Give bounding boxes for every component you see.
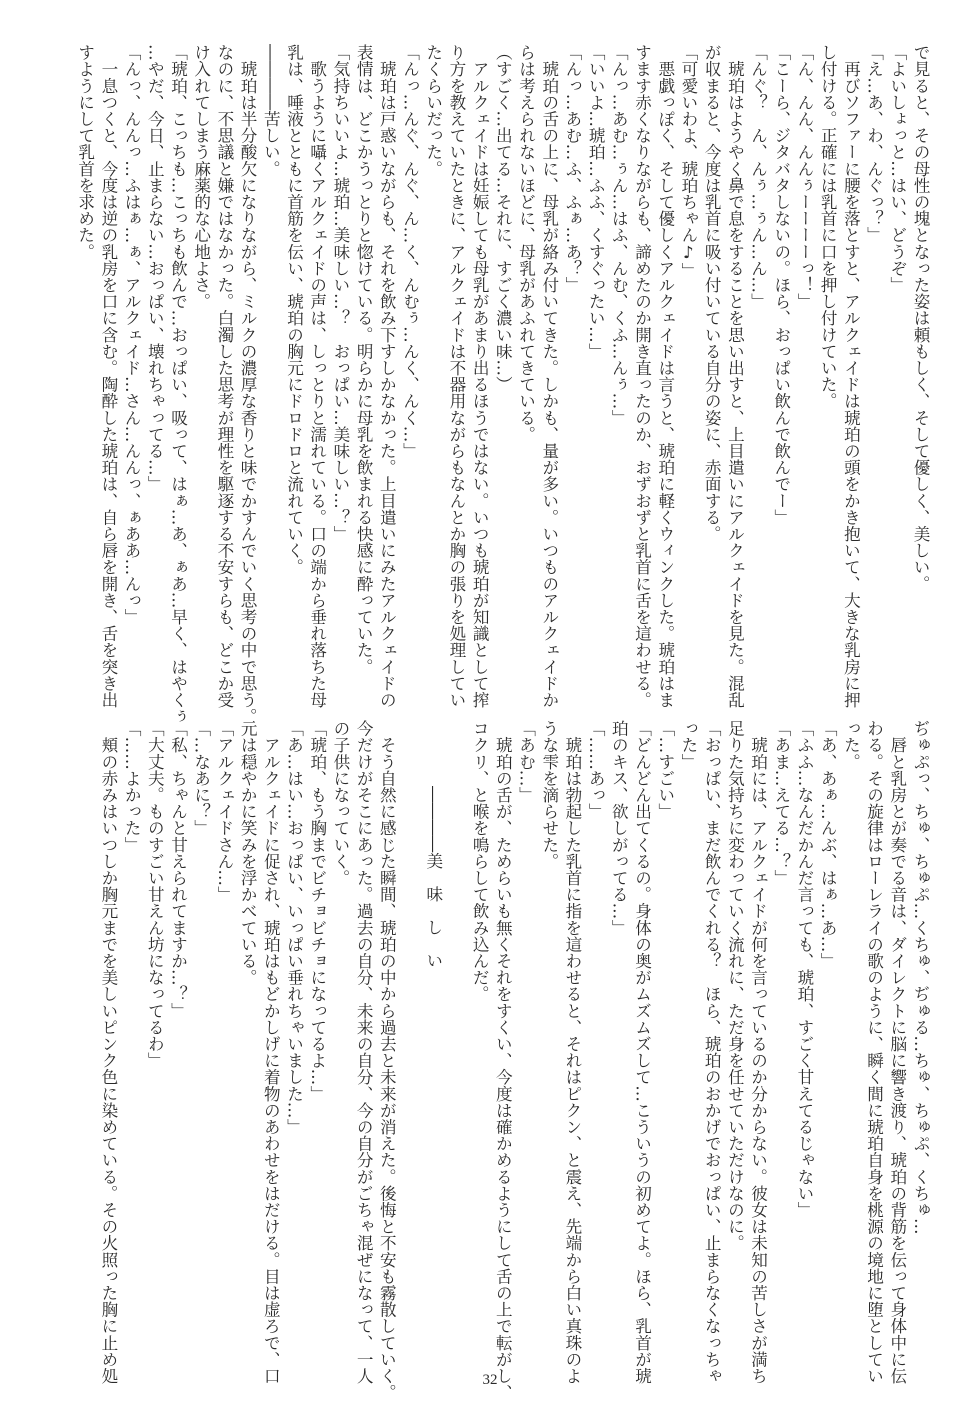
text-line: 琥珀は勃起した乳首に指を這わせると、それはピクン、と震え、先端から白い真珠のよ [562, 720, 582, 1384]
text-line: 「大丈夫。ものすごい甘えん坊になってるわ」 [145, 720, 165, 1069]
text-line: 「ふふ…なんだかんだ言っても、琥珀、すごく甘えてるじゃない」 [794, 720, 814, 1218]
text-line: 「んっ、んんっ…ふはぁ…ぁ、アルクェイド…さん…んんっ、ぁああ…んっ」 [122, 44, 142, 625]
text-line: 「どんどん出てくるの。身体の奥がムズムズして…こういうの初めてよ。ほら、乳首が琥 [632, 720, 652, 1384]
text-line: 「んっ…あむ…ふ、ふぁ…あ？」 [562, 44, 582, 293]
text-line: 悪戯っぽく、そして優しくアルクェイドは言うと、琥珀に軽くウィンクした。琥珀はま [655, 44, 675, 708]
text-line: わる。その旋律はローレライの歌のように、瞬く間に琥珀自身を桃源の境地に堕としてい [864, 720, 884, 1384]
page-number: 32 [482, 1372, 498, 1388]
text-line: 表情は、どこかうっとりと惚けている。明らかに母乳を飲まれる快感に酔っていた。 [354, 44, 374, 675]
text-line: 「こーら、ジタバタしないの。ほら、おっぱい飲んで飲んでー」 [771, 44, 791, 526]
text-line: 琥珀は半分酸欠になりながら、ミルクの濃厚な香りと味でかすんでいく思考の中で思う。 [238, 44, 258, 725]
text-line: 「…すごい」 [655, 720, 675, 820]
text-line: …やだ、今日、止まらない…おっぱい、壊れちゃってる…」 [145, 44, 165, 493]
text-line: アルクェイドは妊娠しても母乳があまり出るほうではない。いつも琥珀が知識として搾 [470, 44, 490, 708]
text-line: が収まると、今度は乳首に吸い付いている自分の姿に、赤面する。 [702, 44, 722, 542]
text-line: 琥珀の舌が、ためらいも無くそれをすくい、今度は確かめるようにして舌の上で転がし、 [493, 720, 513, 1401]
text-line: らは考えられないほどに、母乳があふれてきている。 [516, 44, 536, 443]
text-line: 琥珀の舌の上に、母乳が絡み付いてきた。しかも、量が多い。いつものアルクェイドか [539, 44, 559, 708]
text-line: り方を教えていたときに、アルクェイドは不器用ながらもなんとか胸の張りを処理してい [446, 44, 466, 708]
text-line: 「可愛いわよ、琥珀ちゃん♪」 [678, 44, 698, 279]
text-line: 琥珀は戸惑いながらも、それを飲み下すしかなかった。上目遣いにみたアルクェイドの [377, 44, 397, 708]
text-line: 「んっ…あむ…ぅん…はふ、んむ、くふ…んぅ…」 [609, 44, 629, 426]
text-line: 頬の赤みはいつしか胸元までを美しいピンク色に染めている。その火照った胸に止め処 [98, 720, 118, 1384]
text-line: すようにして乳首を求めた。 [75, 44, 95, 260]
text-line: の子供になっていく。 [330, 720, 350, 886]
text-line: 珀のキス、欲しがってる…」 [609, 720, 629, 936]
text-line: 乳は、唾液とともに首筋を伝い、琥珀の胸元にドロドロと流れていく。 [284, 44, 304, 576]
text-line: 「…なあに？」 [191, 720, 211, 837]
text-line: 「え…あ、わ、んぐっ？」 [864, 44, 884, 244]
text-line: 元は穏やかに笑みを浮かべている。 [238, 720, 258, 986]
text-line: ――――苦しい。 [261, 44, 281, 177]
text-line: 歌うように囁くアルクェイドの声は、しっとりと濡れている。口の端から垂れ落ちた母 [307, 44, 327, 708]
text-line: 今だけがそこにあった。過去の自分、未来の自分、今の自分がごちゃ混ぜになって、一人 [354, 720, 374, 1384]
text-line: アルクェイドに促され、琥珀はもどかしげに着物のあわせをはだける。目は虚ろで、口 [261, 720, 281, 1384]
text-line: し付ける。正確には乳首に口を押し付けていた。 [818, 44, 838, 410]
text-line: った。 [841, 720, 861, 770]
text-line: 「いいよ…琥珀…ふふ、くすぐったい…」 [586, 44, 606, 360]
text-line: そう自然に感じた瞬間、琥珀の中から過去と未来が消えた。後悔と不安も霧散していく。 [377, 720, 397, 1401]
text-line: 「んぐ？ ん、んぅ…ぅん…ん…」 [748, 44, 768, 310]
text-line: なのに、不思議と嫌ではなかった。白濁した思考が理性を駆逐する不安すらも、どこか受 [214, 44, 234, 708]
text-line: 「……あっ」 [586, 720, 606, 820]
text-line: 「おっぱい、まだ飲んでくれる？ ほら、琥珀のおかげでおっぱい、止まらなくなっちゃ [702, 720, 722, 1384]
text-line: 「アルクェイドさん…」 [214, 720, 234, 903]
emphasis-line: ――――美 味 し い [423, 786, 443, 969]
text-line: 「琥珀、もう胸までビチョビチョになってるよ…」 [307, 720, 327, 1102]
text-line: 「あま…えてる…？」 [771, 720, 791, 886]
text-line: 唇と乳房とが奏でる音は、ダイレクトに脳に響き渡り、琥珀の背筋を伝って身体中に伝 [887, 720, 907, 1384]
upper-text-block [73, 44, 932, 725]
text-line: 足りた気持ちに変わっていく流れに、ただ身を任せていただけなのに。 [725, 720, 745, 1252]
text-line: で見ると、その母性の塊となった姿は頼もしく、そして優しく、美しい。 [911, 44, 930, 592]
text-line: 「私、ちゃんと甘えられてますか…？」 [168, 720, 188, 1019]
text-line: け入れてしまう麻薬的な心地よさ。 [191, 44, 211, 310]
text-line: 「気持ちいいよ…琥珀…美味しい…？ おっぱい…美味しい…？」 [330, 44, 350, 542]
text-line: 「琥珀、こっちも…こっちも飲んで…おっぱい、吸って、はぁ…あ、ぁあ…早く、はやくぅ [168, 44, 188, 725]
text-line: 琥珀はようやく鼻で息をすることを思い出すと、上目遣いにアルクェイドを見た。混乱 [725, 44, 745, 708]
text-line: 一息つくと、今度は逆の乳房を口に含む。陶酔した琥珀は、自ら唇を開き、舌を突き出 [98, 44, 118, 708]
text-line: 「んっ…んぐ、んぐ、ん…く、んむぅ…んく、んく…」 [400, 44, 420, 459]
text-line: 「あ、あぁ…んぶ、はぁ…あ…」 [818, 720, 838, 969]
text-line: すます赤くなりながらも、諦めたのか開き直ったのか、おずおずと乳首に舌を這わせる。 [632, 44, 652, 708]
text-line: 「よいしょっと…はい、どうぞ」 [887, 44, 907, 293]
text-line: 再びソファーに腰を落とすと、アルクェイドは琥珀の頭をかき抱いて、大きな乳房に押 [841, 44, 861, 708]
text-line: った」 [678, 720, 698, 770]
text-line: うな雫を滴らせた。 [539, 720, 559, 870]
blank-line [398, 720, 421, 1350]
text-line: （すごく…出てる…それに、すごく濃い味…） [493, 44, 513, 393]
text-line: 「あ…はい…おっぱい、いっぱい垂れちゃいました…」 [284, 720, 304, 1135]
blank-line [445, 720, 468, 1350]
text-line: コクリ、と喉を鳴らして飲み込んだ。 [470, 720, 490, 1003]
text-line: 「……よかった」 [122, 720, 142, 853]
text-line: 「ん、んん、んんぅーーーーっ！」 [794, 44, 814, 310]
text-line: たくらいだった。 [423, 44, 443, 177]
text-line-onomatopoeia: ぢゅぷっ、ちゅ、ちゅぷ…くちゅ、ぢゅる…ちゅ、ちゅぷ、くちゅ… [911, 720, 930, 1235]
text-line: 琥珀には、アルクェイドが何を言っているのか分からない。彼女は未知の苦しさが満ち [748, 720, 768, 1384]
text-line: 「あむ…」 [516, 720, 536, 803]
